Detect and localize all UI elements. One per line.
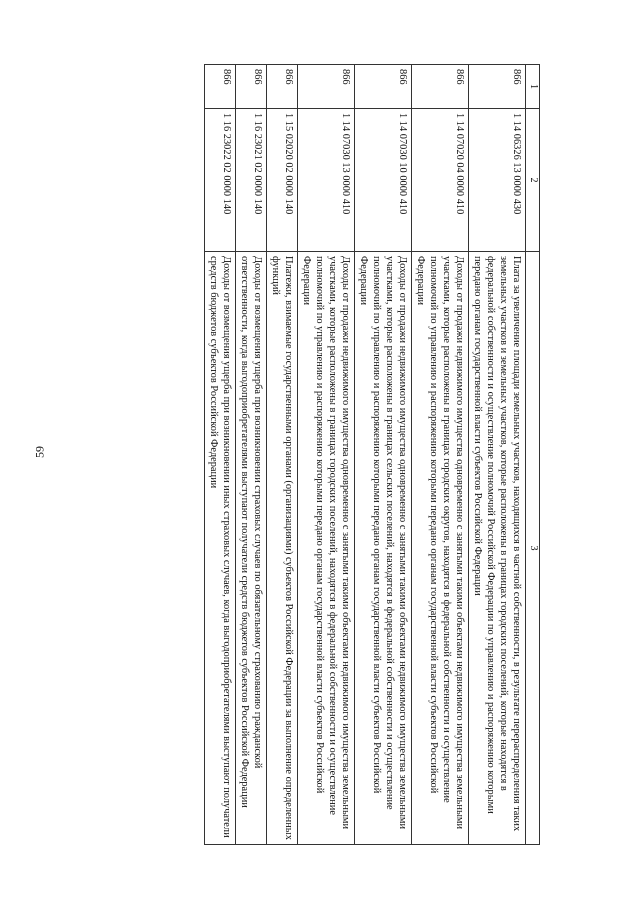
revenue-code-cell: 1 14 07030 13 0000 410 [298, 109, 355, 252]
revenue-code-cell: 1 14 07020 04 0000 410 [412, 109, 469, 252]
table-row [236, 65, 267, 845]
description-cell: Платежи, взимаемые государственными органами (организациями) субъектов Российской Федерации за выполнение определенных функций [267, 252, 298, 845]
table-row [205, 65, 236, 845]
page-number: 59 [32, 446, 47, 458]
description-cell: Доходы от продажи недвижимого имущества одновременно с занятыми такими объектами недвижимого имущества земельными участками, которые расположены в границах сельских поселений, находятся в федеральной собственности и осуществление полномочий по управлению и распоряжению которыми передано органам государственной власти субъектов Российской Федерации [355, 252, 412, 845]
table-row [298, 65, 355, 845]
column-header: 3 [526, 252, 540, 845]
revenue-code-cell: 1 15 02020 02 0000 140 [267, 109, 298, 252]
column-header: 2 [526, 109, 540, 252]
table-header-row [526, 65, 540, 845]
admin-code-cell: 866 [412, 65, 469, 109]
revenue-code-cell: 1 16 23021 02 0000 140 [236, 109, 267, 252]
description-cell: Доходы от возмещения ущерба при возникновении иных страховых случаев, когда выгодоприобретателями выступают получатели средств бюджетов субъектов Российской Федерации [205, 252, 236, 845]
admin-code-cell: 866 [469, 65, 526, 109]
description-cell: Доходы от продажи недвижимого имущества одновременно с занятыми такими объектами недвижимого имущества земельными участками, которые расположены в границах городских поселений, находятся в федеральной собственности и осуществление полномочий по управлению и распоряжению которыми передано органам государственной власти субъектов Российской Федерации [298, 252, 355, 845]
revenue-codes-table [204, 64, 540, 845]
description-cell: Доходы от возмещения ущерба при возникновении страховых случаев по обязательному страхованию гражданской ответственности, когда выгодоприобретателями выступают получатели средств бюджетов субъектов Российской Федерации [236, 252, 267, 845]
description-cell: Плата за увеличение площади земельных участков, находящихся в частной собственности, в результате перераспределения таких земельных участков и земельных участков, которые расположены в границах городских поселений, которые находятся в федеральной собственности и осуществление полномочий Российской Федерации по управлению и распоряжению которыми передано органам государственной власти субъектов Российской Федерации [469, 252, 526, 845]
table-row [469, 65, 526, 845]
admin-code-cell: 866 [355, 65, 412, 109]
table-row [355, 65, 412, 845]
admin-code-cell: 866 [298, 65, 355, 109]
admin-code-cell: 866 [267, 65, 298, 109]
revenue-code-cell: 1 16 23022 02 0000 140 [205, 109, 236, 252]
admin-code-cell: 866 [236, 65, 267, 109]
description-cell: Доходы от продажи недвижимого имущества одновременно с занятыми такими объектами недвижимого имущества земельными участками, которые расположены в границах городских округов, находятся в федеральной собственности и осуществление полномочий по управлению и распоряжению которыми передано органам государственной власти субъектов Российской Федерации [412, 252, 469, 845]
table-row [267, 65, 298, 845]
admin-code-cell: 866 [205, 65, 236, 109]
table-row [412, 65, 469, 845]
revenue-code-cell: 1 14 07030 10 0000 410 [355, 109, 412, 252]
revenue-code-cell: 1 14 06326 13 0000 430 [469, 109, 526, 252]
rotated-table-container [92, 64, 540, 844]
column-header: 1 [526, 65, 540, 109]
